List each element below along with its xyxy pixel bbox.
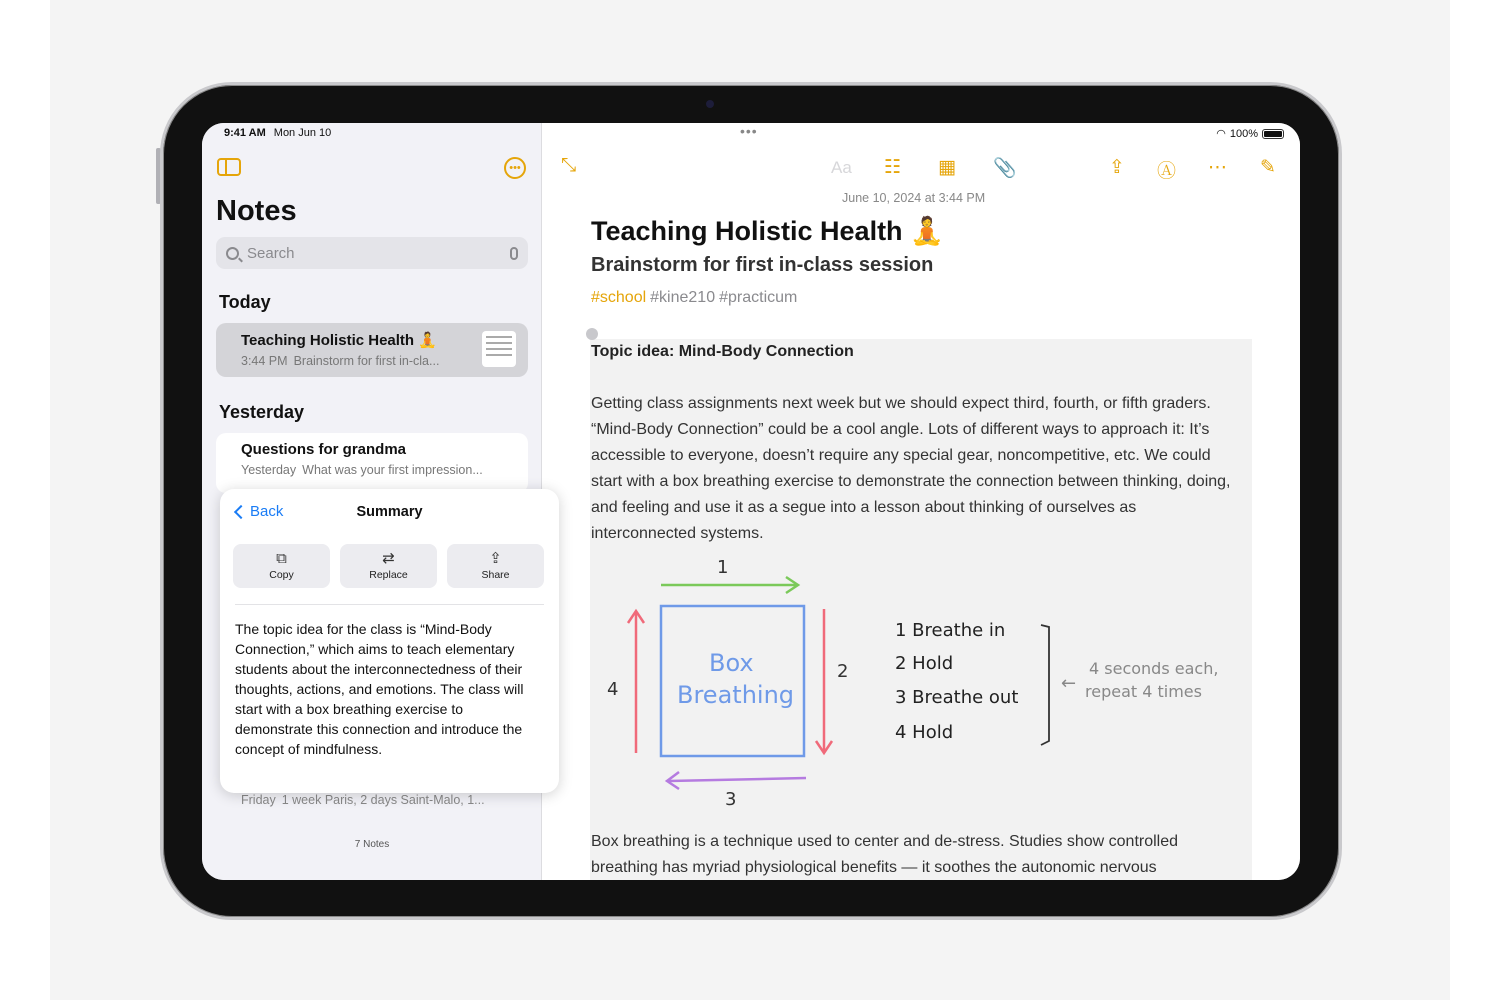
popover-title: Summary — [356, 504, 423, 520]
search-placeholder: Search — [247, 244, 295, 262]
table-icon[interactable]: ▦ — [938, 157, 956, 178]
microphone-icon[interactable] — [510, 247, 518, 260]
divider — [235, 604, 544, 605]
share-label: Share — [481, 569, 510, 581]
battery-icon — [1262, 129, 1284, 139]
note-preview-friday[interactable]: Friday 1 week Paris, 2 days Saint-Malo, 1... — [241, 793, 485, 807]
note-paragraph-2[interactable]: Box breathing is a technique used to center and de-stress. Studies show controlled breathing has myriad physiological benefits — it soothes the autonomic nervous — [591, 833, 1179, 876]
share-icon[interactable]: ⇪ — [1109, 157, 1125, 178]
more-options-icon[interactable]: ••• — [504, 157, 526, 179]
page-title: Notes — [216, 195, 297, 227]
camera — [706, 100, 714, 108]
back-label: Back — [250, 503, 284, 520]
sketch-number: 1 — [717, 557, 729, 578]
box-breathing-sketch — [591, 543, 1251, 813]
selection-handle[interactable] — [586, 328, 598, 340]
status-time: 9:41 AM — [224, 127, 266, 139]
note-editor — [543, 123, 1300, 880]
replace-label: Replace — [369, 569, 408, 581]
format-text-button[interactable]: Aa — [831, 158, 852, 177]
copy-label: Copy — [269, 569, 294, 581]
status-date: Mon Jun 10 — [273, 127, 332, 139]
search-icon — [226, 247, 239, 260]
note-preview: 3:44 PM Brainstorm for first in-cla... — [241, 354, 440, 368]
wifi-icon: ◠ — [1216, 128, 1226, 140]
note-topic[interactable]: Topic idea: Mind-Body Connection — [591, 343, 854, 360]
search-field[interactable] — [216, 237, 528, 269]
multitasking-dots[interactable]: ••• — [740, 123, 758, 139]
sketch-note: 4 seconds each, — [1089, 659, 1219, 678]
status-time-date — [224, 127, 331, 139]
attachment-icon[interactable]: 📎 — [993, 158, 1017, 179]
sketch-number: 3 — [725, 789, 737, 810]
markup-icon[interactable]: Ⓐ — [1157, 161, 1177, 182]
note-list-item[interactable] — [216, 323, 528, 377]
sketch-note: repeat 4 times — [1085, 682, 1202, 701]
summary-popover — [220, 489, 559, 793]
sketch-step: 4 Hold — [895, 722, 954, 743]
sidebar-toggle-icon[interactable] — [217, 158, 241, 176]
note-date: June 10, 2024 at 3:44 PM — [842, 191, 986, 205]
note-tags — [591, 289, 797, 307]
share-button[interactable] — [447, 544, 544, 588]
sketch-bracket — [1041, 625, 1049, 745]
sketch-arrow-note: ← — [1061, 673, 1077, 694]
replace-button[interactable] — [340, 544, 437, 588]
note-paragraph[interactable]: Getting class assignments next week but we should expect third, fourth, or fifth graders. “Mind-Body Connection” could be a cool angle. Lots of different ways to approach it: It’s accessible to everyone, doesn’t require any special gear, noncompetitive, etc. We could start with a box breathing exercise to demonstrate the connection between thinking, doing, and feeling and use it as a segue into a lesson about thinking of ourselves as interconnected systems. — [591, 395, 1231, 542]
box-label: Box — [709, 649, 754, 677]
note-thumbnail — [482, 331, 516, 367]
compose-icon[interactable]: ✎ — [1260, 157, 1276, 178]
popover-actions — [233, 544, 544, 588]
replace-icon: ⇄ — [382, 550, 395, 567]
battery-percent: 100% — [1229, 127, 1258, 140]
section-today: Today — [219, 292, 271, 312]
summary-text[interactable]: The topic idea for the class is “Mind-Body Connection,” which aims to teach elementary students about the interconnectedness of their thoughts, actions, and emotions. The class will start with a box breathing exercise to demonstrate this connection and introduce the concept of mindfulness. — [235, 621, 524, 757]
tag[interactable]: #practicum — [719, 289, 798, 306]
sketch-step: 2 Hold — [895, 653, 954, 674]
note-subtitle[interactable]: Brainstorm for first in-class session — [591, 254, 934, 276]
sketch-number: 2 — [837, 661, 849, 682]
tag[interactable]: #school — [591, 289, 647, 306]
sketch-number: 4 — [607, 679, 619, 700]
copy-icon: ⧉ — [276, 550, 287, 567]
sketch-step: 3 Breathe out — [895, 687, 1019, 708]
notes-count: 7 Notes — [354, 839, 390, 850]
note-title: Questions for grandma — [241, 441, 407, 458]
tag[interactable]: #kine210 — [650, 289, 716, 306]
more-icon[interactable]: ⋯ — [1208, 157, 1227, 178]
arrow-bottom — [669, 778, 806, 781]
checklist-icon[interactable]: ☷ — [884, 157, 902, 178]
sketch-step: 1 Breathe in — [895, 620, 1006, 641]
section-yesterday: Yesterday — [219, 402, 305, 422]
note-preview: Yesterday What was your first impression... — [241, 463, 483, 477]
expand-icon[interactable]: ⤡ — [561, 155, 577, 176]
box-label: Breathing — [677, 681, 795, 709]
note-title[interactable]: Teaching Holistic Health 🧘 — [591, 216, 944, 246]
copy-button[interactable] — [233, 544, 330, 588]
status-indicators — [1216, 127, 1284, 140]
note-list-item[interactable] — [216, 433, 528, 493]
note-title: Teaching Holistic Health 🧘 — [241, 332, 437, 349]
share-icon: ⇪ — [489, 550, 502, 567]
screen — [202, 123, 1300, 880]
